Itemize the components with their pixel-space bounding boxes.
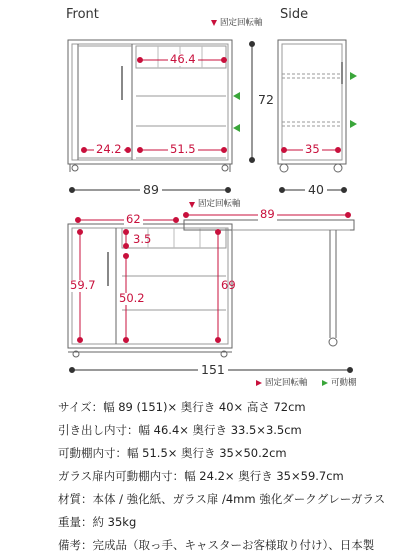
spec-notes: 備考：完成品（取っ手、キャスターお客様取り付け）、日本製 (58, 538, 375, 552)
front-view-title: Front (66, 7, 99, 22)
dim-shelf-height: 50.2 (119, 291, 145, 305)
dim-front-width: 89 (140, 184, 162, 197)
spec-drawer: 引き出し内寸：幅 46.4× 奥行き 33.5×3.5cm (58, 423, 302, 437)
fixed-pivot-marker-expanded (189, 202, 195, 208)
dim-expanded-height: 69 (221, 278, 236, 292)
dim-front-glass-shelf-width: 24.2 (96, 142, 122, 156)
legend-fixed-pivot-marker (256, 380, 262, 386)
dim-expanded-left-width: 62 (126, 212, 141, 226)
spec-size: サイズ：幅 89 (151)× 奥行き 40× 高さ 72cm (58, 400, 306, 414)
dim-front-shelf-width: 51.5 (170, 142, 196, 156)
front-cabinet-outline (68, 40, 232, 164)
dim-glass-shelf-height: 59.7 (70, 278, 96, 292)
fixed-pivot-label-expanded: 固定回転軸 (198, 199, 241, 209)
dim-drawer-height: 3.5 (133, 232, 152, 246)
legend-movable-shelf-marker (322, 380, 328, 386)
side-view-title: Side (280, 7, 309, 22)
fixed-pivot-label-front: 固定回転軸 (220, 18, 263, 28)
dim-expanded-top-width: 89 (260, 207, 275, 221)
fixed-pivot-marker (211, 20, 217, 26)
dim-front-drawer-width: 46.4 (170, 52, 196, 66)
movable-shelf-marker (233, 92, 240, 100)
spec-glass-shelf: ガラス扉内可動棚内寸：幅 24.2× 奥行き 35×59.7cm (58, 469, 344, 483)
dim-side-inner-depth: 35 (305, 142, 320, 156)
spec-material: 材質：本体 / 強化紙、ガラス扉 /4mm 強化ダークグレーガラス (58, 492, 386, 506)
movable-shelf-marker (350, 72, 357, 80)
spec-weight: 重量：約 35kg (58, 515, 137, 529)
dim-front-height: 72 (258, 92, 274, 107)
dim-side-depth: 40 (305, 184, 327, 197)
movable-shelf-marker (233, 124, 240, 132)
movable-shelf-marker (350, 120, 357, 128)
legend-fixed-pivot: 固定回転軸 (265, 378, 308, 388)
dim-expanded-width: 151 (198, 364, 228, 377)
legend-movable-shelf: 可動棚 (331, 378, 357, 388)
spec-shelf: 可動棚内寸：幅 51.5× 奥行き 35×50.2cm (58, 446, 287, 460)
